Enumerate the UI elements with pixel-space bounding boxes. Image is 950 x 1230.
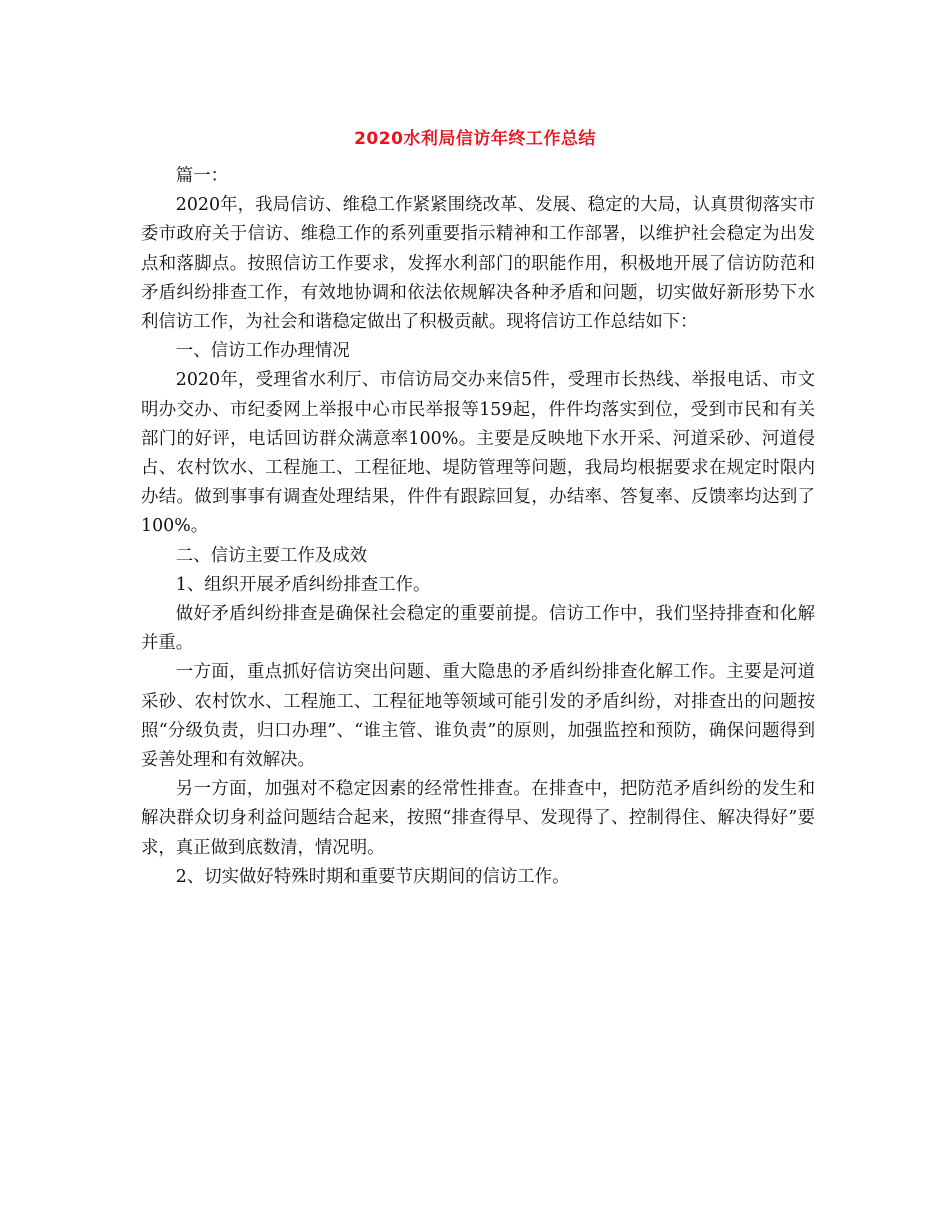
paragraph-section-label: 篇一：	[175, 166, 228, 186]
paragraph-one-aspect: 一方面，重点抓好信访突出问题、重大隐患的矛盾纠纷排查化解工作。主要是河道采砂、农村饮水、工程施工、工程征地等领域可能引发的矛盾纠纷，对排查出的问题按照“分级负责，归口办理”、“谁主管、谁负责”的原则，加强监控和预防，确保问题得到妥善处理和有效解决。	[141, 662, 815, 771]
paragraph-dispute-screening: 做好矛盾纠纷排查是确保社会稳定的重要前提。信访工作中，我们坚持排查和化解并重。	[141, 604, 815, 654]
subheading-item-2: 2、切实做好特殊时期和重要节庆期间的信访工作。	[175, 866, 570, 887]
document-body	[141, 160, 815, 892]
heading-section-1: 一、信访工作办理情况	[175, 341, 350, 362]
paragraph-other-aspect: 另一方面，加强对不稳定因素的经常性排查。在排查中，把防范矛盾纠纷的发生和解决群众切身利益问题结合起来，按照“排查得早、发现得了、控制得住、解决得好”要求，真正做到底数清，情况明。	[141, 779, 815, 858]
paragraph-intro: 2020年，我局信访、维稳工作紧紧围绕改革、发展、稳定的大局，认真贯彻落实市委市政府关于信访、维稳工作的系列重要指示精神和工作部署，以维护社会稳定为出发点和落脚点。按照信访工作要求，发挥水利部门的职能作用，积极地开展了信访防范和矛盾纠纷排查工作，有效地协调和依法依规解决各种矛盾和问题，切实做好新形势下水利信访工作，为社会和谐稳定做出了积极贡献。现将信访工作总结如下：	[141, 195, 815, 333]
document-title: 2020水利局信访年终工作总结	[354, 129, 596, 149]
paragraph-handling-status: 2020年，受理省水利厅、市信访局交办来信5件，受理市长热线、举报电话、市文明办交办、市纪委网上举报中心市民举报等159起，件件均落实到位，受到市民和有关部门的好评，电话回访群众满意率100%。主要是反映地下水开采、河道采砂、河道侵占、农村饮水、工程施工、工程征地、堤防管理等问题，我局均根据要求在规定时限内办结。做到事事有调查处理结果，件件有跟踪回复，办结率、答复率、反馈率均达到了100%。	[141, 370, 815, 537]
heading-section-2: 二、信访主要工作及成效	[175, 545, 368, 566]
subheading-item-1: 1、组织开展矛盾纠纷排查工作。	[175, 574, 431, 595]
